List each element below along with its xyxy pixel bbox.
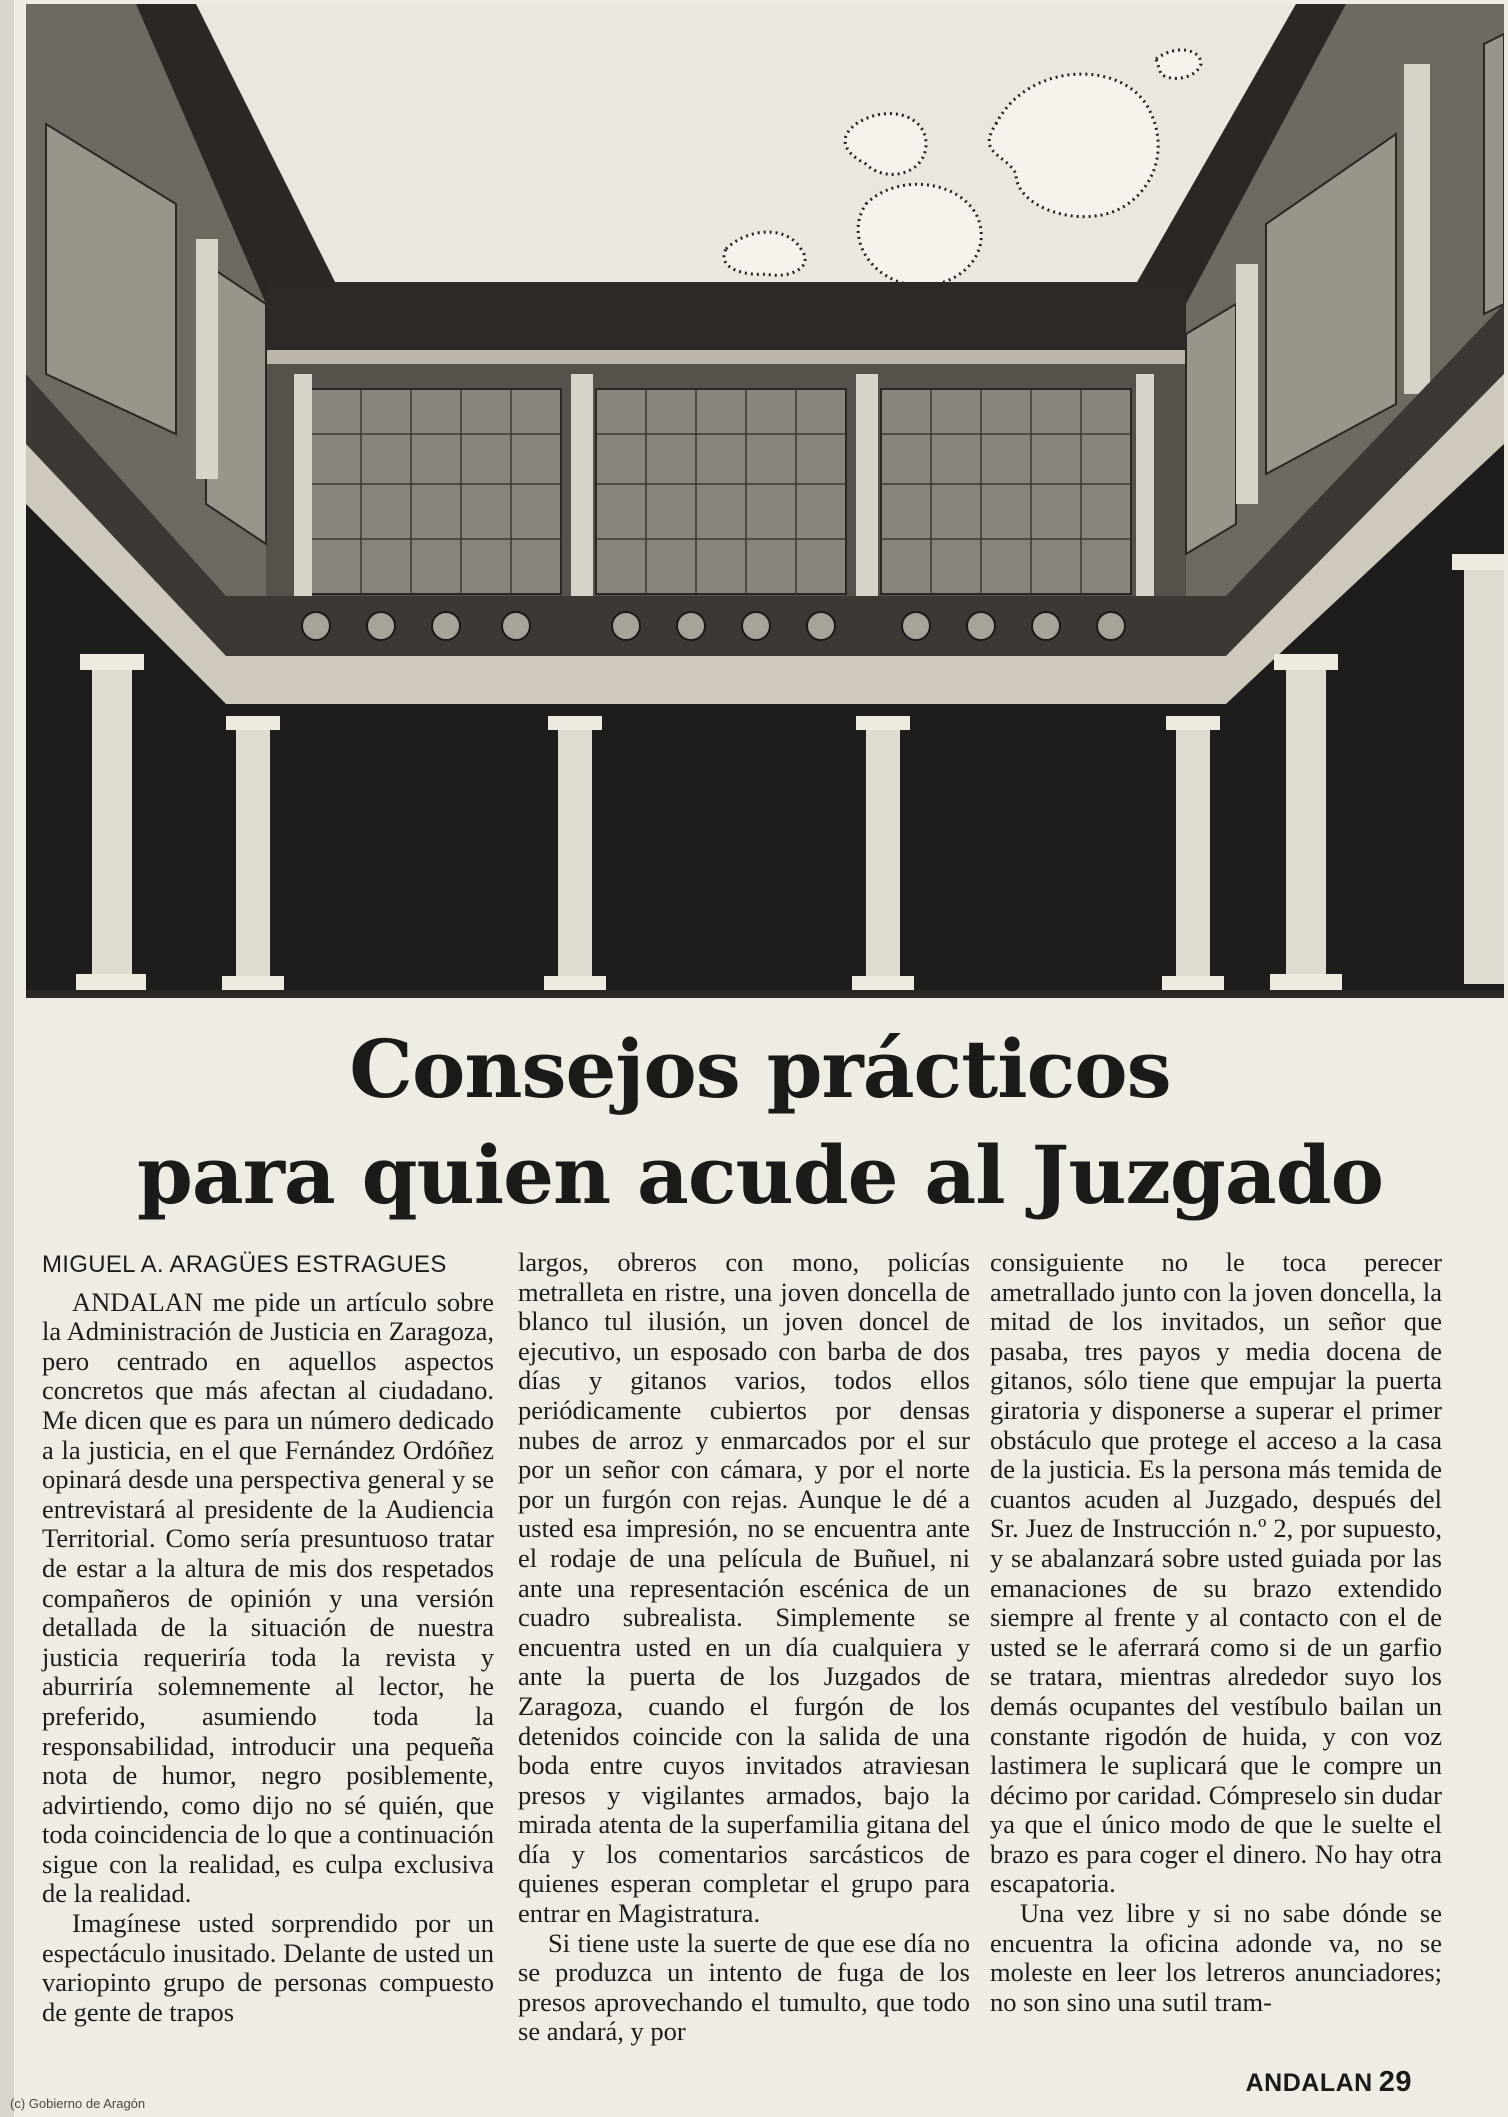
page-edge [0, 0, 14, 2117]
paragraph: Si tiene uste la suerte de que ese día no se produzca un intento de fuga de los presos aprovechando el tumulto, que todo se andará, y por [518, 1927, 970, 2047]
publication-name: ANDALAN [1245, 2069, 1373, 2097]
paragraph: ANDALAN me pide un artículo sobre la Administración de Justicia en Zaragoza, pero centrado en aquellos aspectos concretos que más afectan al ciudadano. Me dicen que es para un número dedicado a la justicia, en el que Fernández Ordóñez opinará desde una perspectiva general y se entrevistará al presidente de la Audiencia Territorial. Como sería presuntuoso tratar de estar a la altura de mis dos respetados compañeros de opinión y una versión detallada de la situación de nuestra justicia requeriría toda la revista y aburriría solemnemente al lector, he preferido, asumiendo toda la responsabilidad, introducir una pequeña nota de humor, negro posiblemente, advirtiendo, como dijo no sé quién, que toda coincidencia de lo que a continuación sigue con la realidad, es culpa exclusiva de la realidad. [42, 1286, 494, 1909]
courtyard-photo [26, 4, 1504, 998]
author-byline: MIGUEL A. ARAGÜES ESTRAGUES [42, 1251, 447, 1278]
page-number: 29 [1378, 2066, 1412, 2098]
column-1 [42, 1248, 494, 2027]
paragraph: Una vez libre y si no sabe dónde se encuentra la oficina adonde va, no se moleste en leer los letreros anunciadores; no son sino una sutil tram- [990, 1898, 1442, 2017]
article-title-line-2: para quien acude al Juzgado [136, 1128, 1383, 1222]
column-3 [990, 1248, 1442, 2017]
column-2 [518, 1248, 970, 2047]
page-footer [1246, 2066, 1412, 2099]
article-title-line-1: Consejos prácticos [349, 1022, 1171, 1116]
paragraph: consiguiente no le toca perecer ametrallado junto con la joven doncella, la mitad de los invitados, un señor que pasaba, tres payos y media docena de gitanos, sólo tiene que empujar la puerta giratoria y disponerse a superar el primer obstáculo que protege el acceso a la casa de la justicia. Es la persona más temida de cuantos acuden al Juzgado, después del Sr. Juez de Instrucción n.º 2, por supuesto, y se abalanzará sobre usted guiada por las emanaciones de su brazo extendido siempre al frente y al contacto con el de usted se le aferrará como si de un garfio se tratara, mientras alrededor suyo los demás ocupantes del vestíbulo bailan un constante rigodón de huida, y con voz lastimera le suplicará que le compre un décimo por caridad. Cómpreselo sin dudar ya que el único modo de que le suelte el brazo es para coger el dinero. No hay otra escapatoria. [990, 1247, 1442, 1899]
copyright-credit: (c) Gobierno de Aragón [10, 2096, 146, 2111]
paragraph: Imagínese usted sorprendido por un espectáculo inusitado. Delante de usted un variopinto grupo de personas compuesto de gente de trapos [42, 1908, 494, 2027]
paragraph: largos, obreros con mono, policías metralleta en ristre, una joven doncella de blanco tul ilusión, un joven doncel de ejecutivo, un esposado con barba de dos días y gitanos varios, todos ellos periódicamente cubiertos por densas nubes de arroz y enmarcados por el sur por un señor con cámara, y por el norte por un furgón con rejas. Aunque le dé a usted esa impresión, no se encuentra ante el rodaje de una película de Buñuel, ni ante una representación escénica de un cuadro subrealista. Simplemente se encuentra usted en un día cualquiera y ante la puerta de los Juzgados de Zaragoza, cuando el furgón de los detenidos coincide con la salida de una boda entre cuyos invitados atraviesan presos y vigilantes armados, bajo la mirada atenta de la superfamilia gitana del día y los comentarios sarcásticos de quienes esperan completar el grupo para entrar en Magistratura. [518, 1247, 970, 1929]
